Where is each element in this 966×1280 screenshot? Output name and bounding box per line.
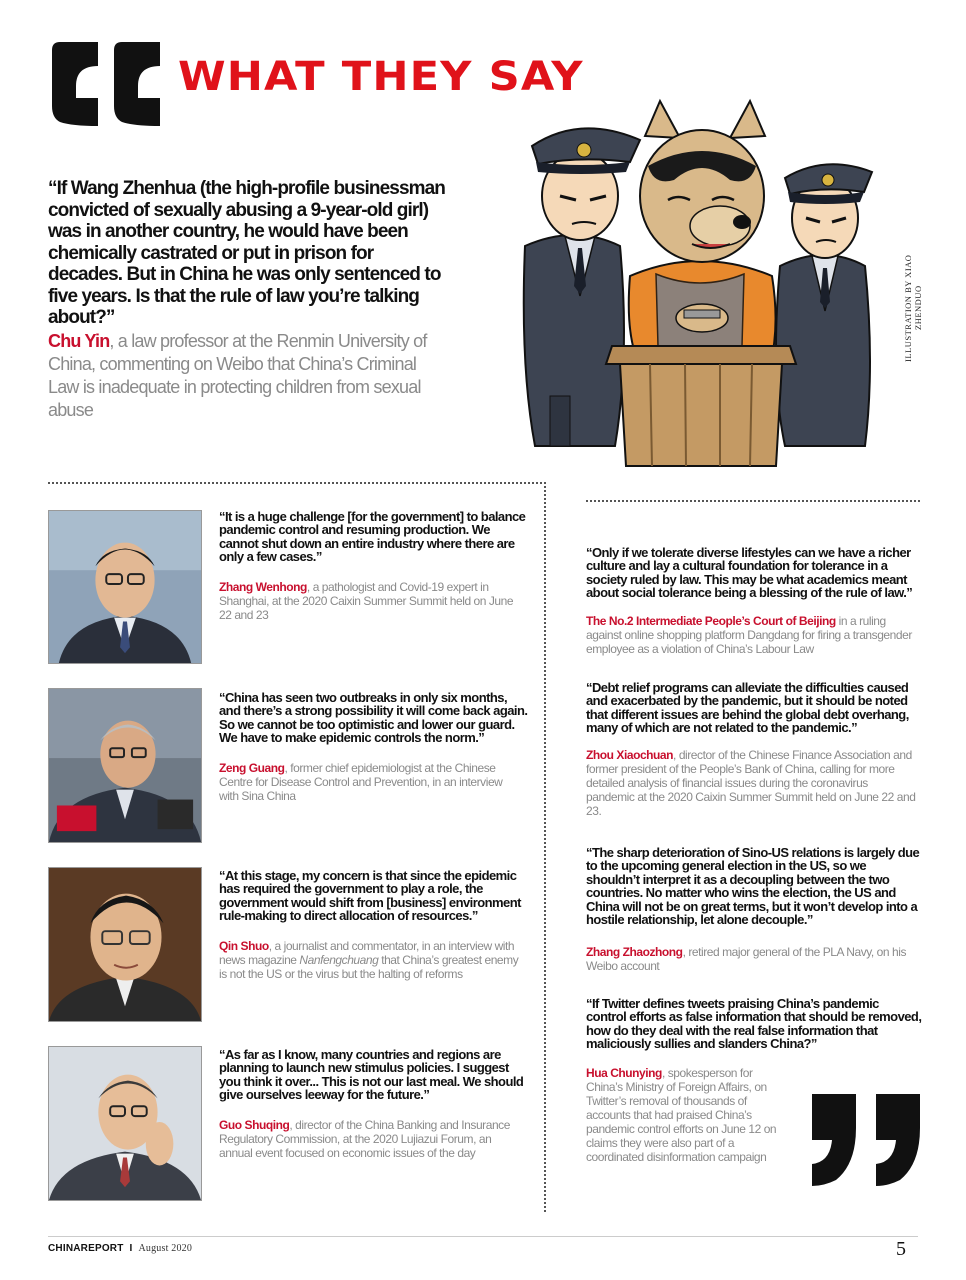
attribution-text: , a law professor at the Renmin University of China, commenting on Weibo that China’s Criminal Law is inadequate in protecting children from sexual abuse — [48, 331, 427, 420]
speaker-name: Guo Shuqing — [219, 1118, 290, 1132]
quote-attribution: Zhang Wenhong, a pathologist and Covid-19 expert in Shanghai, at the 2020 Caixin Summer Summit held on June 22 and 23 — [219, 580, 514, 622]
speaker-name: Qin Shuo — [219, 939, 269, 953]
defendant-wolf-figure — [629, 101, 776, 366]
quote-attribution: Zeng Guang, former chief epidemiologist at the Chinese Centre for Disease Control and Prevention, in an interview with Sina China — [219, 761, 503, 803]
quote-attribution: Guo Shuqing, director of the China Banking and Insurance Regulatory Commission, at the 2020 Lujiazui Forum, an annual event focused on economic issues of the day — [219, 1118, 510, 1160]
illustration-credit: ILLUSTRATION BY XIAO ZHENDUO — [903, 254, 923, 362]
wooden-dock — [606, 346, 796, 466]
quote-text: “China has seen two outbreaks in only six months, and there’s a strong possibility it will come back again. So we cannot be too optimistic and lower our guard. We have to make epidemic controls the norm.” — [219, 690, 528, 746]
quote-text: “If Twitter defines tweets praising China’s pandemic control efforts as false information that should be removed, how do they deal with the real false information that maliciously sullies and slanders China?” — [586, 996, 922, 1052]
footer-date: August 2020 — [138, 1243, 193, 1254]
quote-text: “It is a huge challenge [for the government] to balance pandemic control and resuming production. We cannot shut down an entire industry where there are only a few cases.” — [219, 509, 526, 565]
portrait-photo — [48, 867, 202, 1022]
page-number: 5 — [896, 1238, 906, 1260]
speaker-name: Zhou Xiaochuan — [586, 748, 674, 762]
quote-attribution: Zhang Zhaozhong, retired major general of the PLA Navy, on his Weibo account — [586, 945, 906, 973]
portrait-photo — [48, 1046, 202, 1201]
speaker-name: Zhang Wenhong — [219, 580, 307, 594]
quote-text: “Only if we tolerate diverse lifestyles can we have a richer culture and lay a cultural foundation for tolerance in a society ruled by law. This may be what academics meant about social tolerance being a blessing of the rule of law.” — [586, 545, 913, 601]
speaker-name: Hua Chunying — [586, 1066, 662, 1080]
right-officer-figure — [776, 164, 872, 446]
page-title: WHAT THEY SAY — [178, 54, 584, 100]
quote-text: “Debt relief programs can alleviate the difficulties caused and exacerbated by the pandemic, but it should be noted that different issues are behind the global debt overhang, many of which are not related to the pandemic.” — [586, 680, 909, 736]
featured-attribution — [48, 330, 448, 422]
courtroom-cartoon-illustration — [480, 96, 920, 476]
speaker-name: Chu Yin — [48, 331, 110, 351]
open-quote-mark-icon — [48, 40, 168, 135]
quote-text: “The sharp deterioration of Sino-US relations is largely due to the upcoming general election in the US, so we shouldn’t interpret it as a decoupling between the two countries. No matter who wins the election, the US and China will not be on great terms, but it won’t develop into a hostile relationship, let alone decouple.” — [586, 845, 920, 928]
quote-text: “As far as I know, many countries and regions are planning to launch new stimulus policies. I suggest you think it over... This is not our last meal. We should give ourselves leeway for the future.” — [219, 1047, 524, 1103]
quote-attribution: Hua Chunying, spokesperson for China’s Ministry of Foreign Affairs, on Twitter’s removal of thousands of accounts that had praised China’s pandemic control efforts on June 12 on claims they were also part of a coordinated disinformation campaign — [586, 1066, 777, 1164]
close-quote-mark-icon — [806, 1092, 928, 1188]
footer-brand: CHINAREPORT I August 2020 — [48, 1243, 193, 1254]
quote-text: “At this stage, my concern is that since the epidemic has required the government to play a role, the government would shift from [business] environment rule-making to direct allocation of resources.” — [219, 868, 521, 924]
speaker-name: The No.2 Intermediate People’s Court of Beijing — [586, 614, 836, 628]
featured-quote: “If Wang Zhenhua (the high-profile businessman convicted of sexually abusing a 9-year-old girl) was in another country, he would have been chemically castrated or put in prison for decades. But in China he was only sentenced to five years. Is that the rule of law you’re talking about?” — [48, 178, 446, 328]
section-divider-right — [586, 500, 920, 502]
column-divider — [544, 482, 546, 1212]
footer-rule — [48, 1236, 918, 1237]
portrait-photo — [48, 688, 202, 843]
speaker-name: Zhang Zhaozhong — [586, 945, 683, 959]
section-divider-left — [48, 482, 546, 484]
quote-attribution: Qin Shuo, a journalist and commentator, in an interview with news magazine Nanfengchuang that China’s greatest enemy is not the US or the virus but the halting of reforms — [219, 939, 519, 981]
speaker-name: Zeng Guang — [219, 761, 285, 775]
quote-attribution: Zhou Xiaochuan, director of the Chinese Finance Association and former president of the People’s Bank of China, calling for more detailed analysis of financial issues during the coronavirus pandemic at the 2020 Caixin Summer Summit held on June 22 and 23. — [586, 748, 916, 818]
quote-attribution: The No.2 Intermediate People’s Court of Beijing in a ruling against online shopping platform Dangdang for firing a transgender employee as a violation of China’s Labour Law — [586, 614, 912, 656]
portrait-photo — [48, 510, 202, 664]
